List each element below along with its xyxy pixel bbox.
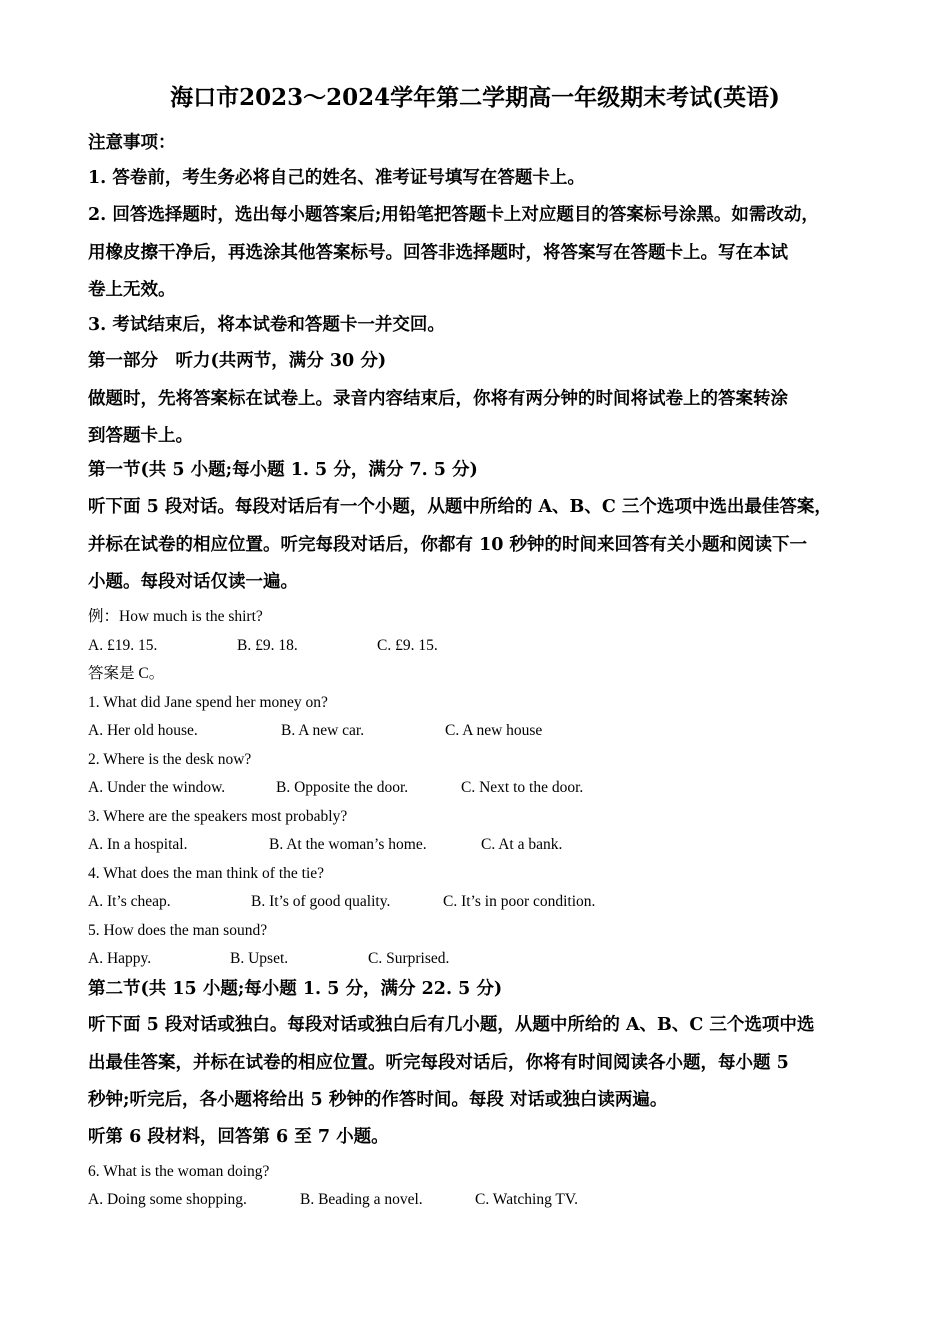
question-6-option-a: A. Doing some shopping. — [88, 1191, 247, 1208]
question-1: 1. What did Jane spend her money on? — [88, 694, 328, 711]
example-option-c: C. £9. 15. — [377, 637, 438, 654]
question-3-option-b: B. At the woman’s home. — [269, 836, 427, 853]
question-6-option-c: C. Watching TV. — [475, 1191, 578, 1208]
part1-instruction-line-1: 做题时，先将答案标在试卷上。录音内容结束后，你将有两分钟的时间将试卷上的答案转涂 — [88, 389, 788, 409]
example-answer: 答案是 C。 — [88, 665, 165, 682]
question-5: 5. How does the man sound? — [88, 922, 268, 939]
page-title: 海口市2023～2024学年第二学期高一年级期末考试(英语) — [170, 84, 780, 111]
question-4-option-b: B. It’s of good quality. — [251, 893, 391, 910]
notice-item-3: 3. 考试结束后，将本试卷和答题卡一并交回。 — [88, 315, 445, 335]
section1-instruction-line-1: 听下面 5 段对话。每段对话后有一个小题，从题中所给的 A、B、C 三个选项中选出最佳答案， — [88, 497, 832, 517]
section2-material-note: 听第 6 段材料，回答第 6 至 7 小题。 — [88, 1127, 389, 1147]
question-5-option-a: A. Happy. — [88, 950, 152, 967]
section2-heading: 第二节(共 15 小题;每小题 1. 5 分，满分 22. 5 分) — [88, 979, 503, 999]
question-1-option-b: B. A new car. — [281, 722, 365, 739]
question-5-option-b: B. Upset. — [230, 950, 289, 967]
example-option-a: A. £19. 15. — [88, 637, 158, 654]
question-5-option-c: C. Surprised. — [368, 950, 450, 967]
example-option-b: B. £9. 18. — [237, 637, 298, 654]
question-2: 2. Where is the desk now? — [88, 751, 252, 768]
section1-instruction-line-2: 并标在试卷的相应位置。听完每段对话后，你都有 10 秒钟的时间来回答有关小题和阅读下一 — [88, 535, 808, 555]
question-6-option-b: B. Beading a novel. — [300, 1191, 423, 1208]
question-1-option-a: A. Her old house. — [88, 722, 198, 739]
question-3-option-c: C. At a bank. — [481, 836, 563, 853]
question-2-option-a: A. Under the window. — [88, 779, 226, 796]
section1-instruction-line-3: 小题。每段对话仅读一遍。 — [88, 572, 298, 592]
question-3-option-a: A. In a hospital. — [88, 836, 188, 853]
part1-instruction-line-2: 到答题卡上。 — [88, 426, 193, 446]
section1-heading: 第一节(共 5 小题;每小题 1. 5 分，满分 7. 5 分) — [88, 460, 478, 480]
question-2-option-b: B. Opposite the door. — [276, 779, 409, 796]
question-4-option-c: C. It’s in poor condition. — [443, 893, 596, 910]
notice-heading: 注意事项： — [88, 133, 176, 153]
notice-item-1: 1. 答卷前，考生务必将自己的姓名、准考证号填写在答题卡上。 — [88, 168, 585, 188]
question-1-option-c: C. A new house — [445, 722, 543, 739]
question-3: 3. Where are the speakers most probably? — [88, 808, 348, 825]
notice-item-2-line-1: 2. 回答选择题时，选出每小题答案后;用铅笔把答题卡上对应题目的答案标号涂黑。如需改动， — [88, 205, 819, 225]
example-question: 例：How much is the shirt? — [88, 608, 263, 625]
notice-item-2-line-3: 卷上无效。 — [88, 280, 176, 300]
section2-instruction-line-3: 秒钟;听完后，各小题将给出 5 秒钟的作答时间。每段 对话或独白读两遍。 — [88, 1090, 668, 1110]
part1-heading: 第一部分 听力(共两节，满分 30 分) — [88, 351, 387, 371]
question-2-option-c: C. Next to the door. — [461, 779, 584, 796]
question-4-option-a: A. It’s cheap. — [88, 893, 171, 910]
question-6: 6. What is the woman doing? — [88, 1163, 270, 1180]
section2-instruction-line-1: 听下面 5 段对话或独白。每段对话或独白后有几小题，从题中所给的 A、B、C 三个选项中选 — [88, 1015, 815, 1035]
question-4: 4. What does the man think of the tie? — [88, 865, 325, 882]
notice-item-2-line-2: 用橡皮擦干净后，再选涂其他答案标号。回答非选择题时，将答案写在答题卡上。写在本试 — [88, 243, 788, 263]
section2-instruction-line-2: 出最佳答案，并标在试卷的相应位置。听完每段对话后，你将有时间阅读各小题，每小题 5 — [88, 1053, 789, 1073]
